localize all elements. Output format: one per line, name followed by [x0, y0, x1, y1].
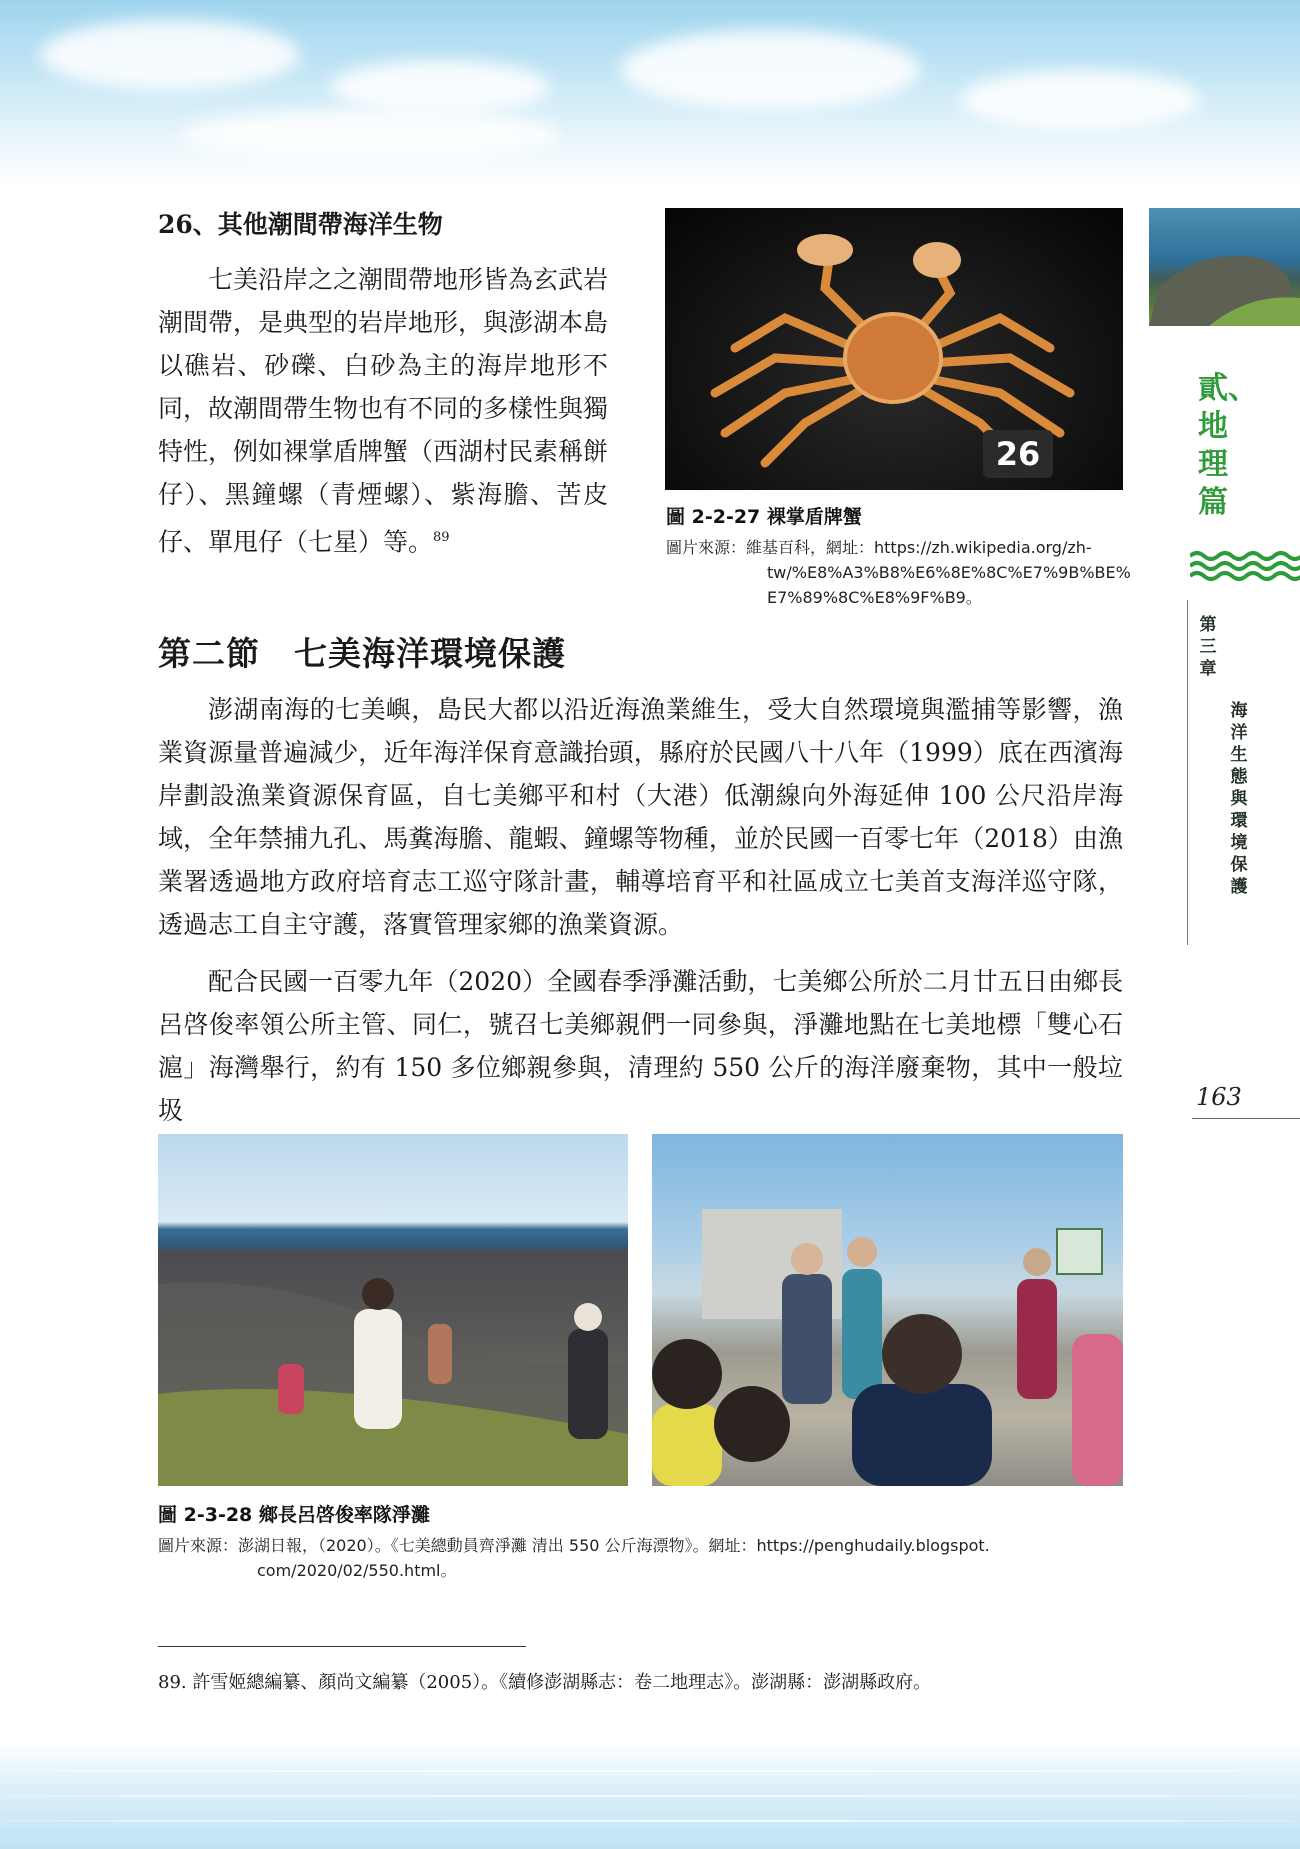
beach-scene-1 — [158, 1134, 628, 1486]
crab-photo — [665, 208, 1123, 490]
footnote-divider — [158, 1646, 526, 1647]
figure-source-beach — [158, 1533, 1128, 1583]
sea-footer-image — [0, 1740, 1300, 1849]
crab-illustration — [665, 208, 1123, 490]
beach-cleanup-photo-2 — [652, 1134, 1123, 1486]
chapter-label-vertical: 第三章 — [1199, 615, 1217, 679]
page-number: 163 — [1196, 1083, 1242, 1111]
coast-thumbnail-art — [1149, 208, 1300, 326]
beach-cleanup-photo-1 — [158, 1134, 628, 1486]
section-26-paragraph — [158, 258, 608, 563]
figure-source-crab — [666, 535, 1136, 610]
part-title-vertical: 貳、地理篇 — [1198, 371, 1258, 520]
section-2-paragraph-1: 澎湖南海的七美嶼，島民大都以沿近海漁業維生，受大自然環境與濫捕等影響，漁業資源量普遍減少，近年海洋保育意識抬頭，縣府於民國八十八年（1999）底在西濱海岸劃設漁業資源保育區，自七美鄉平和村（大港）低潮線向外海延伸 100 公尺沿岸海域，全年禁捕九孔、馬糞海膽、龍蝦、鐘螺等物種，並於民國一百零七年（2018）由漁業署透過地方政府培育志工巡守隊計畫，輔導培育平和社區成立七美首支海洋巡守隊，透過志工自主守護，落實管理家鄉的漁業資源。 — [158, 695, 1123, 939]
figure-source-beach-url: com/2020/02/550.html。 — [257, 1561, 457, 1580]
section-heading-26: 26、其他潮間帶海洋生物 — [158, 210, 443, 239]
figure-caption-beach: 圖 2-3-28 鄉長呂啓俊率隊淨灘 — [158, 1504, 430, 1526]
section-26-text: 七美沿岸之之潮間帶地形皆為玄武岩潮間帶，是典型的岩岸地形，與澎湖本島以礁岩、砂礫、白砂為主的海岸地形不同，故潮間帶生物也有不同的多樣性與獨特性，例如裸掌盾牌蟹（西湖村民素稱餅仔）、黑鐘螺（青煙螺）、紫海膽、苦皮仔、單甩仔（七星）等。 — [158, 265, 609, 557]
footnote-ref: 89 — [433, 530, 450, 545]
section-2-paragraph-2: 配合民國一百零九年（2020）全國春季淨灘活動，七美鄉公所於二月廿五日由鄉長呂啓俊率領公所主管、同仁，號召七美鄉親們一同參與，淨灘地點在七美地標「雙心石滬」海灣舉行，約有 150 多位鄉親參與，清理約 550 公斤的海洋廢棄物，其中一般垃圾 — [158, 967, 1123, 1125]
figure-caption-crab: 圖 2-2-27 裸掌盾牌蟹 — [666, 506, 862, 528]
green-wave-ornament — [1190, 548, 1300, 588]
figure-source-beach-line1: 圖片來源：澎湖日報，（2020）。《七美總動員齊淨灘 清出 550 公斤海漂物》。網址：https://penghudaily.blogspot. — [158, 1536, 990, 1555]
sky-header-image — [0, 0, 1300, 185]
figure-source-crab-url: tw/%E8%A3%B8%E6%8E%8C%E7%9B%BE%E7%89%8C%E8%9F%B9。 — [767, 563, 1131, 607]
footnote-89: 89. 許雪姬總編纂、顏尚文編纂（2005）。《續修澎湖縣志：卷二地理志》。澎湖縣：澎湖縣政府。 — [158, 1672, 932, 1693]
section-heading-2: 第二節 七美海洋環境保護 — [158, 634, 566, 673]
chapter-title-vertical: 海洋生態與環境保護 — [1230, 701, 1248, 897]
beach-scene-2 — [652, 1134, 1123, 1486]
sidebar-divider — [1187, 600, 1188, 945]
figure-source-crab-line1: 圖片來源：維基百科，網址：https://zh.wikipedia.org/zh- — [666, 538, 1092, 557]
sidebar-coast-thumbnail — [1149, 208, 1300, 326]
photo-number-label: 26 — [983, 430, 1053, 478]
page-number-rule — [1192, 1118, 1300, 1119]
